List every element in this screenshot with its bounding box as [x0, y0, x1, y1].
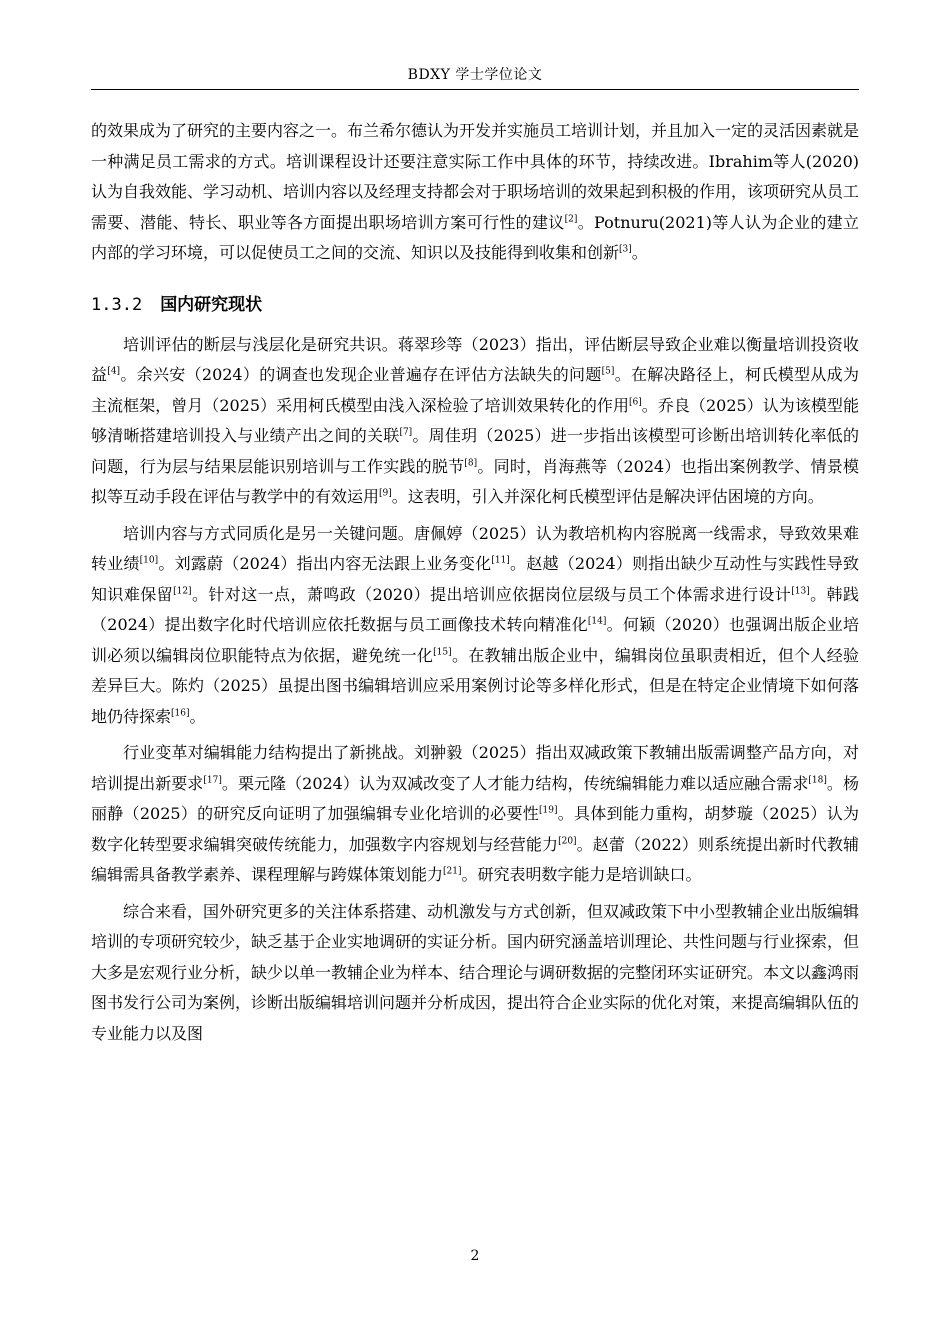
- text-run: 行业变革对编辑能力结构提出了新挑战。刘翀毅（2025）指出双减政策下教辅出版需调整产品方向，对培训提出新要求: [91, 743, 859, 793]
- citation: [19]: [539, 805, 558, 816]
- text-run: 。Potnuru(2021)等人认为企业的建立内部的学习环境，可以促使员工之间的交流、知识以及技能得到收集和创新: [91, 212, 859, 262]
- text-run: 。栗元隆（2024）认为双减改变了人才能力结构，传统编辑能力难以适应融合需求: [221, 773, 809, 793]
- running-header: BDXY 学士学位论文: [407, 67, 543, 83]
- citation: [2]: [564, 214, 578, 225]
- text-run: 。同时，肖海燕等（2024）也指出案例教学、情景模拟等互动手段在评估与教学中的有效运用: [91, 456, 859, 506]
- citation: [18]: [808, 775, 827, 786]
- text-run: 。研究表明数字能力是培训缺口。: [461, 865, 702, 884]
- text-run: 。: [189, 706, 206, 726]
- text-run: 培训内容与方式同质化是另一关键问题。唐佩婷（2025）认为教培机构内容脱离一线需求，导致效果难转业绩: [91, 523, 859, 573]
- citation: [6]: [629, 397, 642, 408]
- text-run: 。具体到能力重构，胡梦璇（2025）认为数字化转型要求编辑突破传统能力，加强数字内容规划与经营能力: [91, 804, 859, 854]
- text-run: 。: [631, 243, 648, 262]
- section-number: 1.3.2: [91, 294, 143, 315]
- citation: [5]: [601, 366, 615, 377]
- citation: [7]: [399, 427, 413, 438]
- citation: [8]: [464, 458, 478, 469]
- paragraph-content-method: [91, 519, 859, 733]
- paragraph-summary: 综合来看，国外研究更多的关注体系搭建、动机激发与方式创新，但双减政策下中小型教辅企业出版编辑培训的专项研究较少，缺乏基于企业实地调研的实证分析。国内研究涵盖培训理论、共性问题与行业探索，但大多是宏观行业分析，缺少以单一教辅企业为样本、结合理论与调研数据的完整闭环实证研究。本文以鑫鸿雨图书发行公司为案例，诊断出版编辑培训问题并分析成因，提出符合企业实际的优化对策，来提高编辑队伍的专业能力以及图: [91, 901, 860, 1043]
- page-body: [91, 116, 859, 1049]
- text-run: 。刘露蔚（2024）指出内容无法跟上业务变化: [158, 554, 492, 573]
- text-run: 。针对这一点，萧鸣政（2020）提出培训应依据岗位层级与员工个体需求进行设计: [191, 584, 792, 604]
- text-run: 。在解决路径上，柯氏模型从成为主流框架，曾月（2025）采用柯氏模型由浅入深检验了培训效果转化的作用: [91, 365, 859, 415]
- text-run: 培训评估的断层与浅层化是研究共识。蒋翠珍等（2023）指出，评估断层导致企业难以衡量培训投资收益: [91, 334, 859, 384]
- citation: [15]: [433, 647, 452, 658]
- text-run: 。乔良（2025）认为该模型能够清晰搭建培训投入与业绩产出之间的关联: [91, 395, 859, 445]
- text-run: 。赵蕾（2022）则系统提出新时代教辅编辑需具备教学素养、课程理解与跨媒体策划能力: [91, 834, 859, 884]
- citation: [14]: [587, 616, 607, 627]
- paragraph-evaluation: [91, 330, 859, 513]
- citation: [12]: [173, 586, 192, 597]
- citation: [13]: [791, 586, 810, 597]
- text-run: 。杨丽静（2025）的研究反向证明了加强编辑专业化培训的必要性: [91, 773, 859, 823]
- citation: [17]: [203, 775, 222, 786]
- text-run: 。赵越（2024）则指出缺少互动性与实践性导致知识难保留: [91, 554, 859, 604]
- header-divider: [91, 89, 859, 90]
- citation: [3]: [619, 244, 632, 255]
- text-run: 。这表明，引入并深化柯氏模型评估是解决评估困境的方向。: [391, 487, 824, 506]
- paragraph-foreign-research-tail: [91, 116, 859, 269]
- text-run: 的效果成为了研究的主要内容之一。布兰希尔德认为开发并实施员工培训计划，并且加入一定的灵活因素就是一种满足员工需求的方式。培训课程设计还要注意实际工作中具体的环节，持续改进。Ibrahim等人(2020)认为自我效能、学习动机、培训内容以及经理支持都会对于职场培训的效果起到积极的作用，该项研究从员工需要、潜能、特长、职业等各方面提出职场培训方案可行性的建议: [91, 121, 860, 232]
- citation: [9]: [379, 488, 392, 499]
- paragraph-industry-change: [91, 738, 859, 891]
- citation: [16]: [171, 708, 190, 719]
- citation: [4]: [107, 366, 121, 377]
- citation: [20]: [558, 836, 577, 847]
- citation: [11]: [491, 555, 510, 566]
- text-run: 。何颖（2020）也强调出版企业培训必须以编辑岗位职能特点为依据，避免统一化: [91, 615, 859, 665]
- text-run: 。韩践（2024）提出数字化时代培训应依托数据与员工画像技术转向精准化: [91, 584, 859, 634]
- page-number: 2: [470, 1248, 480, 1264]
- citation: [10]: [139, 555, 159, 566]
- text-run: 。周佳玥（2025）进一步指出该模型可诊断出培训转化率低的问题，行为层与结果层能识别培训与工作实践的脱节: [91, 426, 859, 476]
- text-run: 。余兴安（2024）的调查也发现企业普遍存在评估方法缺失的问题: [120, 365, 602, 384]
- section-title: 国内研究现状: [160, 294, 263, 315]
- text-run: 。在教辅出版企业中，编辑岗位虽职责相近，但个人经验差异巨大。陈灼（2025）虽提出图书编辑培训应采用案例讨论等多样化形式，但是在特定企业情境下如何落地仍待探索: [91, 645, 859, 726]
- citation: [21]: [443, 866, 462, 877]
- section-heading: [91, 293, 859, 317]
